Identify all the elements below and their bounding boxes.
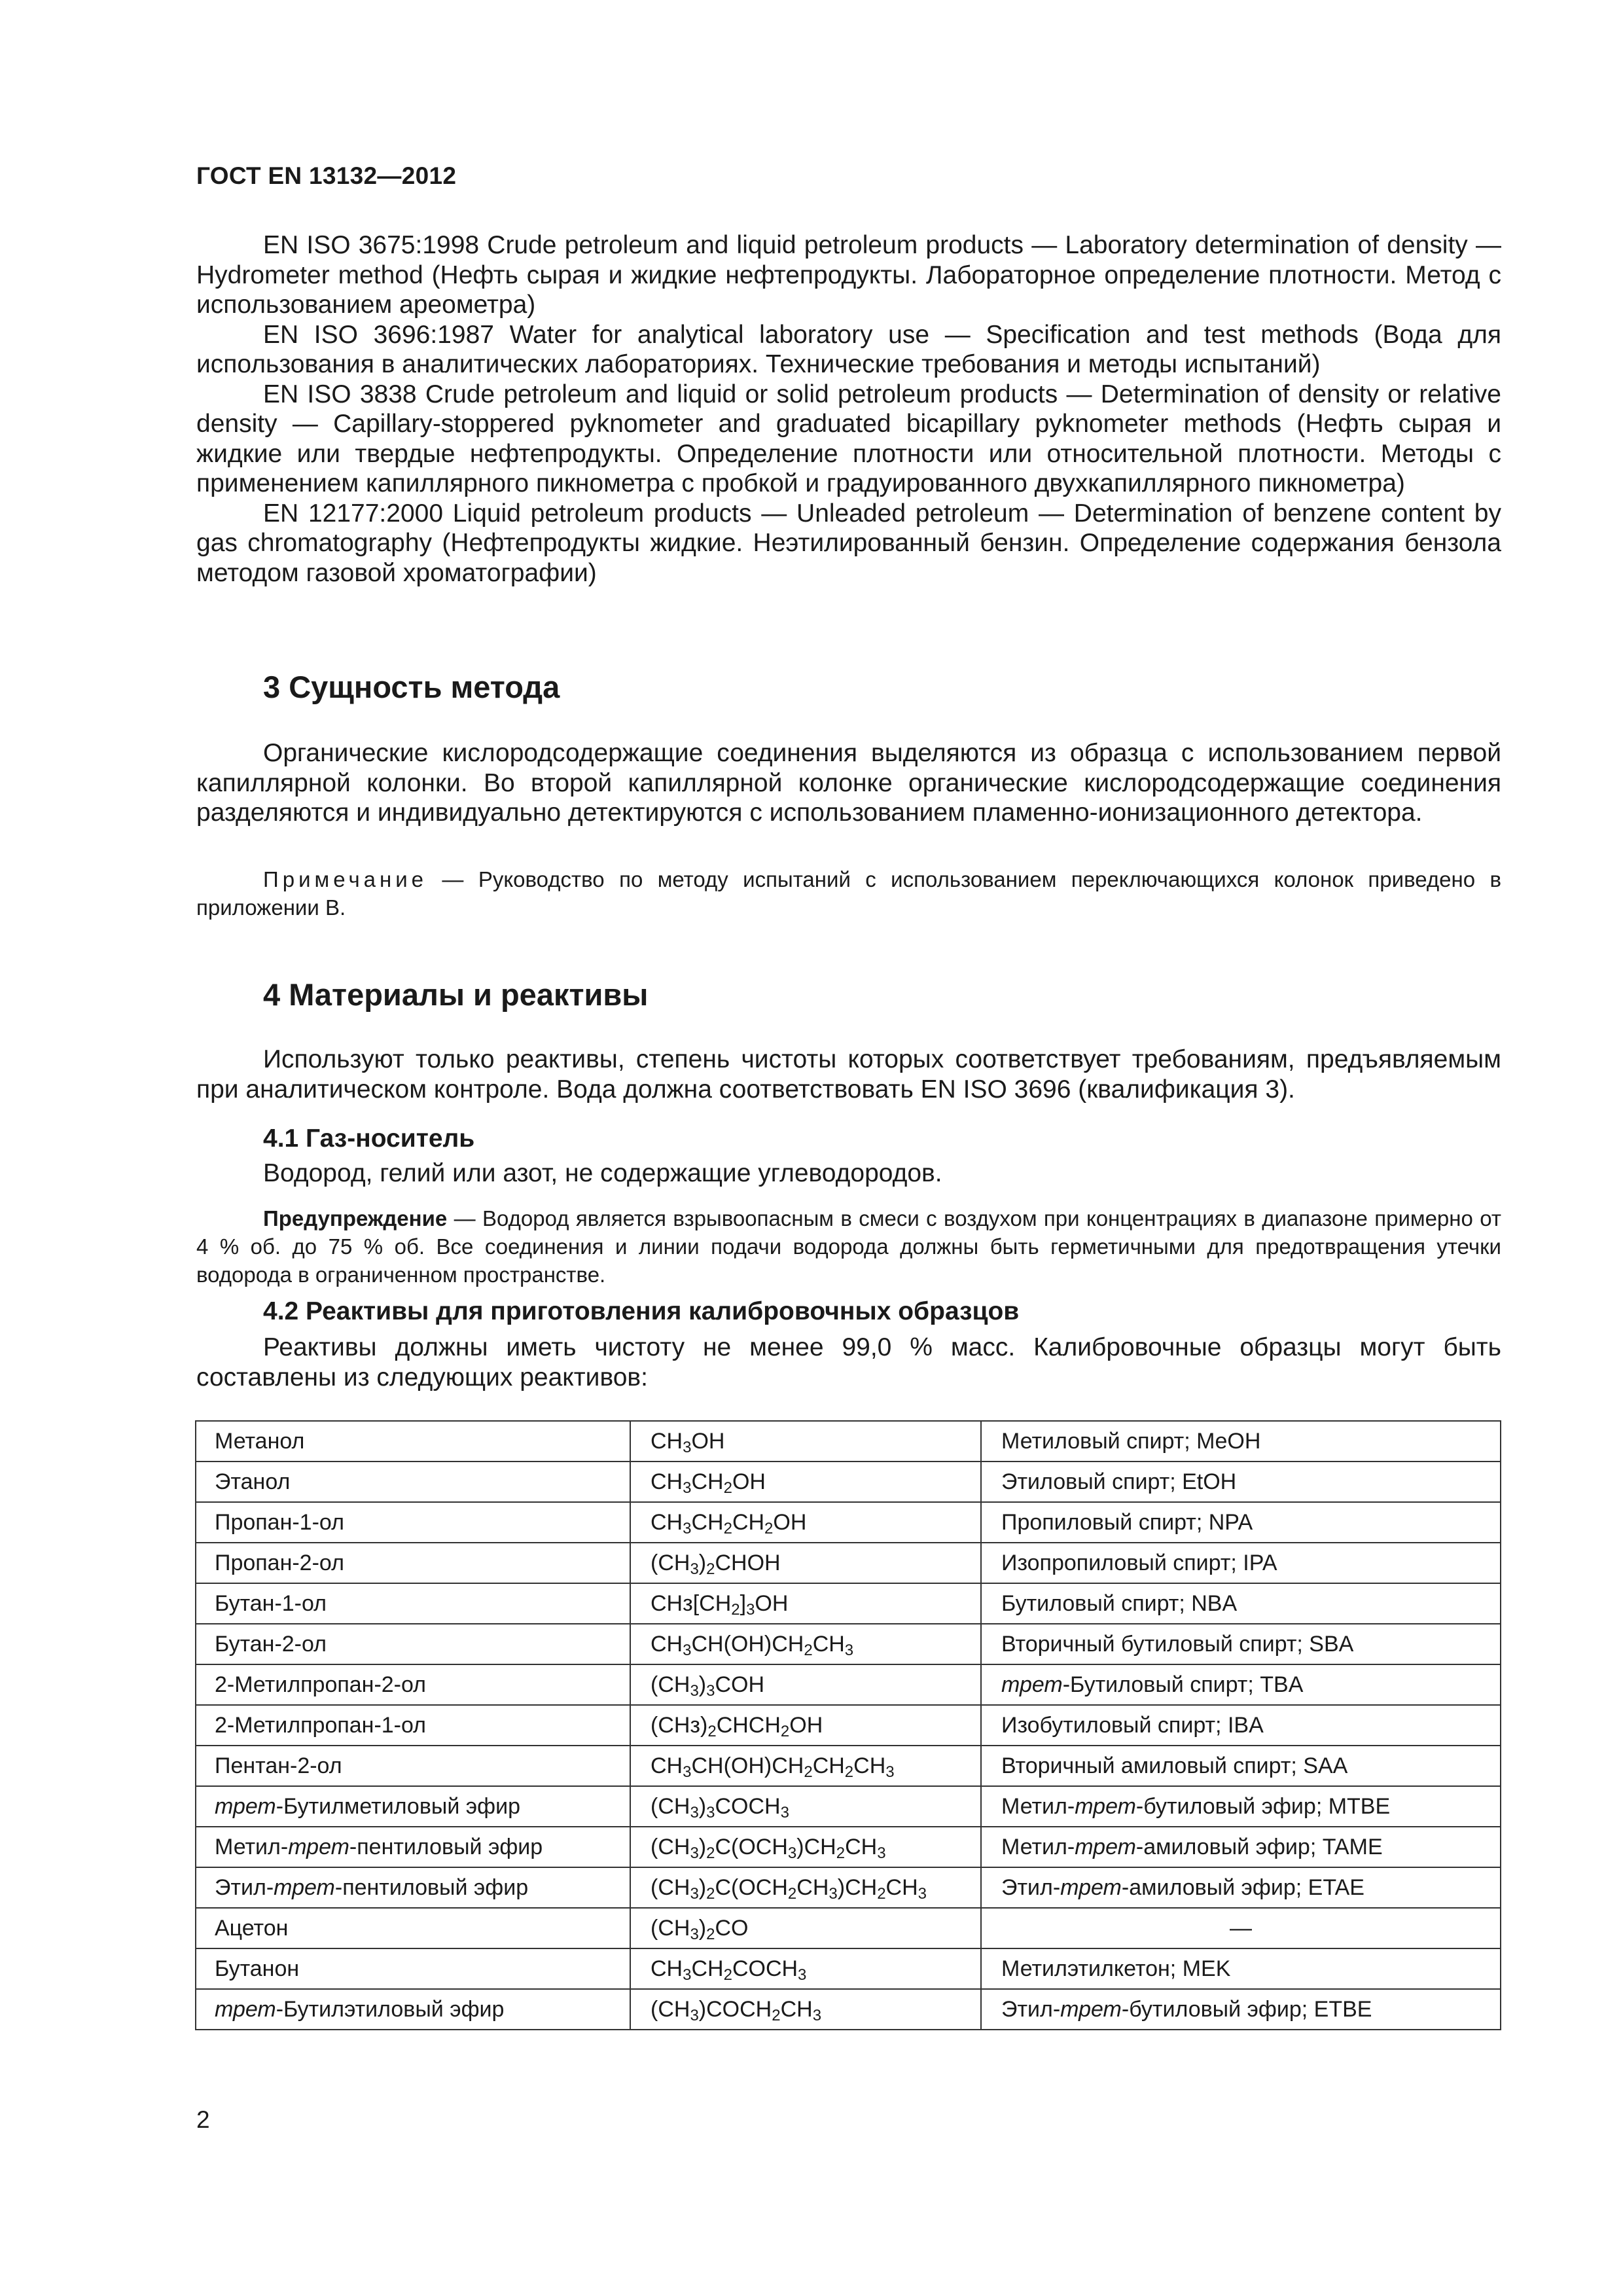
warning-paragraph xyxy=(196,1204,1501,1289)
section-3-paragraph: Органические кислородсодержащие соединения выделяются из образца с использованием первой капиллярной колонки. Во второй капиллярной колонке органические кислородсодержащие соединения разделяются и индивидуально детектируются с использованием пламенно-ионизационного детектора. xyxy=(196,739,1501,827)
reagent-name-cell: Пентан-2-ол xyxy=(196,1746,630,1786)
reference-item: EN ISO 3696:1987 Water for analytical laboratory use — Specification and test methods (Вода для использования в аналитических лабораториях. Технические требования и методы испытаний) xyxy=(196,320,1501,378)
reference-item: EN ISO 3675:1998 Crude petroleum and liquid petroleum products — Laboratory determination of density — Hydrometer method (Нефть сырая и жидкие нефтепродукты. Лабораторное определение плотности. Метод с использованием ареометра) xyxy=(196,231,1501,319)
reagent-formula-cell: $CH_3CH_2OH$ xyxy=(630,1462,981,1502)
reagent-name-cell: Метил-трет-пентиловый эфир xyxy=(196,1827,630,1867)
table-row xyxy=(196,1908,1501,1948)
page-number: 2 xyxy=(196,2106,210,2133)
reagent-name-cell: Ацетон xyxy=(196,1908,630,1948)
reagents-intro: Реактивы должны иметь чистоту не менее 99,0 % масс. Калибровочные образцы могут быть составлены из следующих реактивов: xyxy=(196,1333,1501,1391)
reagent-synonym-cell: Вторичный амиловый спирт; SAA xyxy=(981,1746,1501,1786)
reagent-formula-cell: $CH_3CH_2COCH_3$ xyxy=(630,1948,981,1989)
reagent-synonym-cell: — xyxy=(981,1908,1501,1948)
warning-text: — Водород является взрывоопасным в смеси с воздухом при концентрациях в диапазоне примерно от 4 % об. до 75 % об. Все соединения и линии подачи водорода должны быть герметичными для предотвращения утечки водорода в ограниченном пространстве. xyxy=(196,1206,1501,1287)
reagent-formula-cell: $CHз[CH_2]_3OH$ xyxy=(630,1583,981,1624)
table-row xyxy=(196,1421,1501,1462)
reagent-synonym-cell: Бутиловый спирт; NBA xyxy=(981,1583,1501,1624)
reagent-synonym-cell: Метил-трет-бутиловый эфир; MTBE xyxy=(981,1786,1501,1827)
reagent-formula-cell: $(CHз)_2CHCH_2OH$ xyxy=(630,1705,981,1746)
reference-item: EN ISO 3838 Crude petroleum and liquid or solid petroleum products — Determination of density or relative density — Capillary-stoppered pyknometer and graduated bicapillary pyknometer methods (Нефть сырая и жидкие или твердые нефтепродукты. Определение плотности или относительной плотности. Методы с применением капиллярного пикнометра с пробкой и градуированного двухкапиллярного пикнометра) xyxy=(196,380,1501,497)
warning-block xyxy=(196,1204,1501,1289)
reference-item: EN 12177:2000 Liquid petroleum products — Unleaded petroleum — Determination of benzene content by gas chromatography (Нефтепродукты жидкие. Неэтилированный бензин. Определение содержания бензола методом газовой хроматографии) xyxy=(196,499,1501,587)
reagent-synonym-cell: Изобутиловый спирт; IBA xyxy=(981,1705,1501,1746)
reagent-synonym-cell: Вторичный бутиловый спирт; SBA xyxy=(981,1624,1501,1664)
reagent-formula-cell: $CH_3OH$ xyxy=(630,1421,981,1462)
reagent-name-cell: Бутан-2-ол xyxy=(196,1624,630,1664)
table-row xyxy=(196,1462,1501,1502)
table-row xyxy=(196,1867,1501,1908)
table-row xyxy=(196,1583,1501,1624)
table-row xyxy=(196,1827,1501,1867)
table-row xyxy=(196,1786,1501,1827)
table-row xyxy=(196,1624,1501,1664)
reagent-name-cell: 2-Метилпропан-2-ол xyxy=(196,1664,630,1705)
reagent-synonym-cell: трет-Бутиловый спирт; TBA xyxy=(981,1664,1501,1705)
reagent-synonym-cell: Метиловый спирт; MeOH xyxy=(981,1421,1501,1462)
reagent-name-cell: трет-Бутилэтиловый эфир xyxy=(196,1989,630,2030)
warning-label: Предупреждение xyxy=(263,1206,448,1230)
reagent-formula-cell: $(CH_3)_2CO$ xyxy=(630,1908,981,1948)
reagent-synonym-cell: Этиловый спирт; EtOH xyxy=(981,1462,1501,1502)
reagent-formula-cell: $(CH_3)_3COH$ xyxy=(630,1664,981,1705)
subsection-4-2-body xyxy=(196,1333,1501,1392)
reagent-formula-cell: $CH_3CH_2CH_2OH$ xyxy=(630,1502,981,1543)
reagent-synonym-cell: Изопропиловый спирт; IPA xyxy=(981,1543,1501,1583)
reagent-name-cell: Бутан-1-ол xyxy=(196,1583,630,1624)
reagent-name-cell: Этил-трет-пентиловый эфир xyxy=(196,1867,630,1908)
reagent-synonym-cell: Метилэтилкетон; MEK xyxy=(981,1948,1501,1989)
standard-header: ГОСТ EN 13132—2012 xyxy=(196,162,457,189)
reagent-formula-cell: $CH_3CH(OH)CH_2CH_3$ xyxy=(630,1624,981,1664)
section-4-paragraph: Используют только реактивы, степень чистоты которых соответствует требованиям, предъявляемым при аналитическом контроле. Вода должна соответствовать EN ISO 3696 (квалификация 3). xyxy=(196,1045,1501,1103)
note-paragraph xyxy=(196,865,1501,922)
subsection-4-1-heading: 4.1 Газ-носитель xyxy=(263,1124,475,1153)
note-text: — Руководство по методу испытаний с использованием переключающихся колонок приведено в приложении В. xyxy=(196,867,1501,920)
reagent-name-cell: 2-Метилпропан-1-ол xyxy=(196,1705,630,1746)
reagent-name-cell: трет-Бутилметиловый эфир xyxy=(196,1786,630,1827)
table-row xyxy=(196,1746,1501,1786)
reagent-formula-cell: $(CH_3)_2CHOH$ xyxy=(630,1543,981,1583)
reagent-formula-cell: $(CH_3)_3COCH_3$ xyxy=(630,1786,981,1827)
reagent-formula-cell: $(CH_3)COCH_2CH_3$ xyxy=(630,1989,981,2030)
reagents-table xyxy=(195,1420,1501,2030)
section-4-body xyxy=(196,1045,1501,1104)
reagent-name-cell: Этанол xyxy=(196,1462,630,1502)
reagent-name-cell: Метанол xyxy=(196,1421,630,1462)
reagent-name-cell: Пропан-1-ол xyxy=(196,1502,630,1543)
note-label: Примечание xyxy=(263,867,428,891)
table-row xyxy=(196,1502,1501,1543)
subsection-4-1-body xyxy=(263,1158,1501,1188)
reagent-formula-cell: $CH_3CH(OH)CH_2CH_2CH_3$ xyxy=(630,1746,981,1786)
table-row xyxy=(196,1664,1501,1705)
table-row xyxy=(196,1705,1501,1746)
section-3-heading: 3 Сущность метода xyxy=(263,670,560,704)
table-row xyxy=(196,1948,1501,1989)
reagent-name-cell: Бутанон xyxy=(196,1948,630,1989)
reagent-synonym-cell: Метил-трет-амиловый эфир; TAME xyxy=(981,1827,1501,1867)
table-row xyxy=(196,1543,1501,1583)
reagent-synonym-cell: Этил-трет-бутиловый эфир; ETBE xyxy=(981,1989,1501,2030)
reagent-formula-cell: $(CH_3)_2C(OCH_3)CH_2CH_3$ xyxy=(630,1827,981,1867)
reagent-name-cell: Пропан-2-ол xyxy=(196,1543,630,1583)
section-4-heading: 4 Материалы и реактивы xyxy=(263,977,649,1012)
reagent-synonym-cell: Пропиловый спирт; NPA xyxy=(981,1502,1501,1543)
reagent-synonym-cell: Этил-трет-амиловый эфир; ETAE xyxy=(981,1867,1501,1908)
carrier-gas-text: Водород, гелий или азот, не содержащие углеводородов. xyxy=(263,1159,942,1187)
subsection-4-2-heading: 4.2 Реактивы для приготовления калибровочных образцов xyxy=(263,1297,1020,1325)
table-row xyxy=(196,1989,1501,2030)
reagent-formula-cell: $(CH_3)_2C(OCH_2CH_3)CH_2CH_3$ xyxy=(630,1867,981,1908)
normative-references xyxy=(196,230,1501,588)
section-3-note xyxy=(196,865,1501,922)
section-3-body xyxy=(196,738,1501,828)
